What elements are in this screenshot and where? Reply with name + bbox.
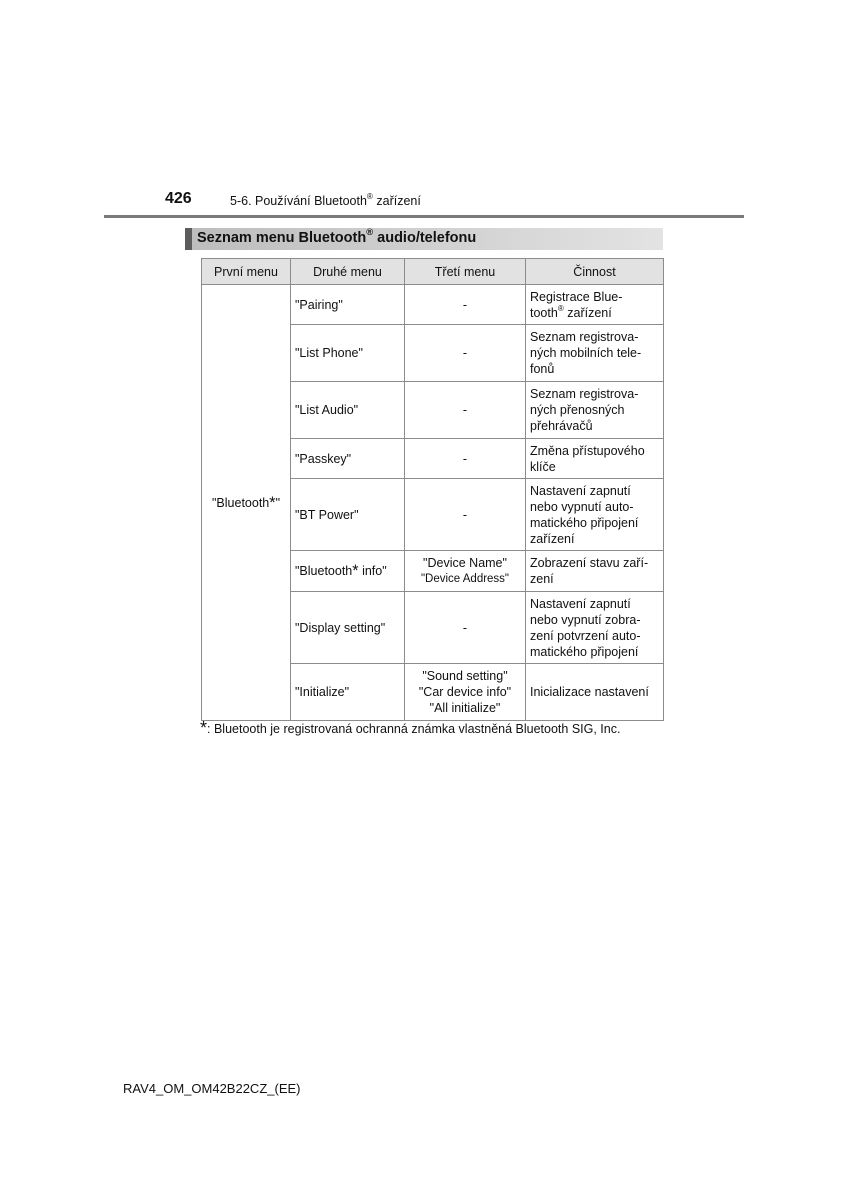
second-menu-cell: "Pairing" [291, 285, 405, 325]
second-menu-cell: "Initialize" [291, 664, 405, 721]
third-menu-cell: - [405, 592, 526, 664]
third-menu-cell: - [405, 439, 526, 479]
table-heading: Seznam menu Bluetooth® audio/telefonu [197, 226, 477, 246]
action-cell: Zobrazení stavu zaří- zení [526, 551, 664, 592]
page-number: 426 [165, 190, 192, 207]
action-cell: Inicializace nastavení [526, 664, 664, 721]
column-header: Činnost [526, 259, 664, 285]
column-header: Druhé menu [291, 259, 405, 285]
third-menu-cell: "Sound setting" "Car device info" "All initialize" [405, 664, 526, 721]
third-menu-cell: "Device Name" "Device Address" [405, 551, 526, 592]
third-menu-cell: - [405, 479, 526, 551]
second-menu-cell: "List Audio" [291, 382, 405, 439]
third-menu-cell: - [405, 285, 526, 325]
second-menu-cell: "Passkey" [291, 439, 405, 479]
second-menu-cell: "BT Power" [291, 479, 405, 551]
table-heading-bar [185, 228, 663, 250]
action-cell: Nastavení zapnutí nebo vypnutí auto- matického připojení zařízení [526, 479, 664, 551]
action-cell: Registrace Blue- tooth® zařízení [526, 285, 664, 325]
action-cell: Nastavení zapnutí nebo vypnutí zobra- zení potvrzení auto- matického připojení [526, 592, 664, 664]
document-id: RAV4_OM_OM42B22CZ_(EE) [123, 1081, 301, 1096]
footnote: *: Bluetooth je registrovaná ochranná známka vlastněná Bluetooth SIG, Inc. [200, 718, 621, 738]
column-header: Třetí menu [405, 259, 526, 285]
action-cell: Seznam registrova- ných mobilních tele- fonů [526, 325, 664, 382]
column-header: První menu [202, 259, 291, 285]
action-cell: Seznam registrova- ných přenosných přehrávačů [526, 382, 664, 439]
section-title: 5-6. Používání Bluetooth® zařízení [230, 192, 421, 208]
bluetooth-menu-table [201, 258, 664, 721]
third-menu-cell: - [405, 382, 526, 439]
header-rule [104, 215, 744, 218]
action-cell: Změna přístupového klíče [526, 439, 664, 479]
second-menu-cell: "Display setting" [291, 592, 405, 664]
third-menu-cell: - [405, 325, 526, 382]
table-header-row [202, 259, 664, 285]
first-menu-cell: "Bluetooth*" [202, 285, 291, 721]
second-menu-cell: "Bluetooth* info" [291, 551, 405, 592]
table-row [202, 285, 664, 325]
second-menu-cell: "List Phone" [291, 325, 405, 382]
